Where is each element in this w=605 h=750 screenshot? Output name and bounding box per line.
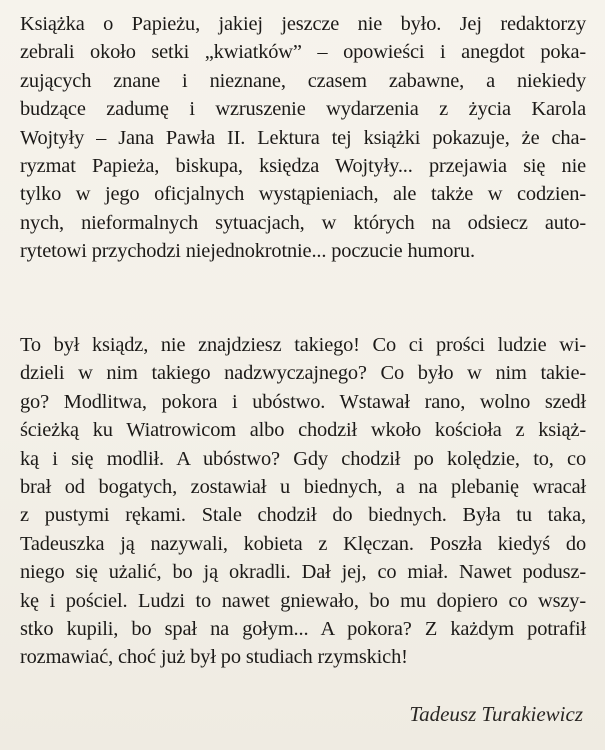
quote-line: z pustymi rękami. Stale chodził do biednych. Była tu taka, [20, 504, 586, 527]
quote-line: brał od bogatych, zostawiał u biednych, a na plebanię wracał [20, 476, 586, 499]
quote-line: Tadeuszka ją nazywali, kobieta z Klęczan. Poszła kiedyś do [20, 532, 586, 555]
blurb-line: nych, nieformalnych sytuacjach, w których na odsiecz auto- [20, 211, 586, 234]
quote-line: kę i pościel. Ludzi to nawet gniewało, bo mu dopiero co wszy- [20, 589, 586, 612]
quote-line: niego się użalić, bo ją okradli. Dał jej, co miał. Nawet podusz- [20, 561, 586, 584]
quote-line: dzieli w nim takiego nadzwyczajnego? Co było w nim takie- [20, 362, 586, 385]
blurb-line: Wojtyły – Jana Pawła II. Lektura tej książki pokazuje, że cha- [20, 126, 586, 149]
blurb-line: zujących znane i nieznane, czasem zabawne, a niekiedy [20, 69, 586, 92]
quote-line: rozmawiać, choć już był po studiach rzymskich! [20, 646, 408, 669]
quote-line: ką i się modlił. A ubóstwo? Gdy chodził po kolędzie, to, co [20, 447, 586, 470]
quote-line: ścieżką ku Wiatrowicom albo chodził wkoło kościoła z książ- [20, 419, 586, 442]
quote-line: go? Modlitwa, pokora i ubóstwo. Wstawał rano, wolno szedł [20, 390, 586, 413]
blurb-paragraph [20, 10, 586, 266]
quote-line: stko kupili, bo spał na gołym... A pokora? Z każdym potrafił [20, 618, 586, 641]
blurb-line: zebrali około setki „kwiatków” – opowieści i anegdot poka- [20, 41, 586, 64]
blurb-line: tylko w jego oficjalnych wystąpieniach, ale także w codzien- [20, 183, 586, 206]
quote-line: To był ksiądz, nie znajdziesz takiego! Co ci prości ludzie wi- [20, 334, 586, 356]
quote-paragraph [20, 331, 586, 672]
blurb-line: Książka o Papieżu, jakiej jeszcze nie było. Jej redaktorzy [20, 13, 586, 35]
quote-author-signature: Tadeusz Turakiewicz [409, 702, 583, 726]
blurb-line: rytetowi przychodzi niejednokrotnie... poczucie humoru. [20, 240, 475, 263]
blurb-line: ryzmat Papieża, biskupa, księdza Wojtyły... przejawia się nie [20, 155, 586, 178]
blurb-line: budzące zadumę i wzruszenie wydarzenia z życia Karola [20, 98, 586, 121]
